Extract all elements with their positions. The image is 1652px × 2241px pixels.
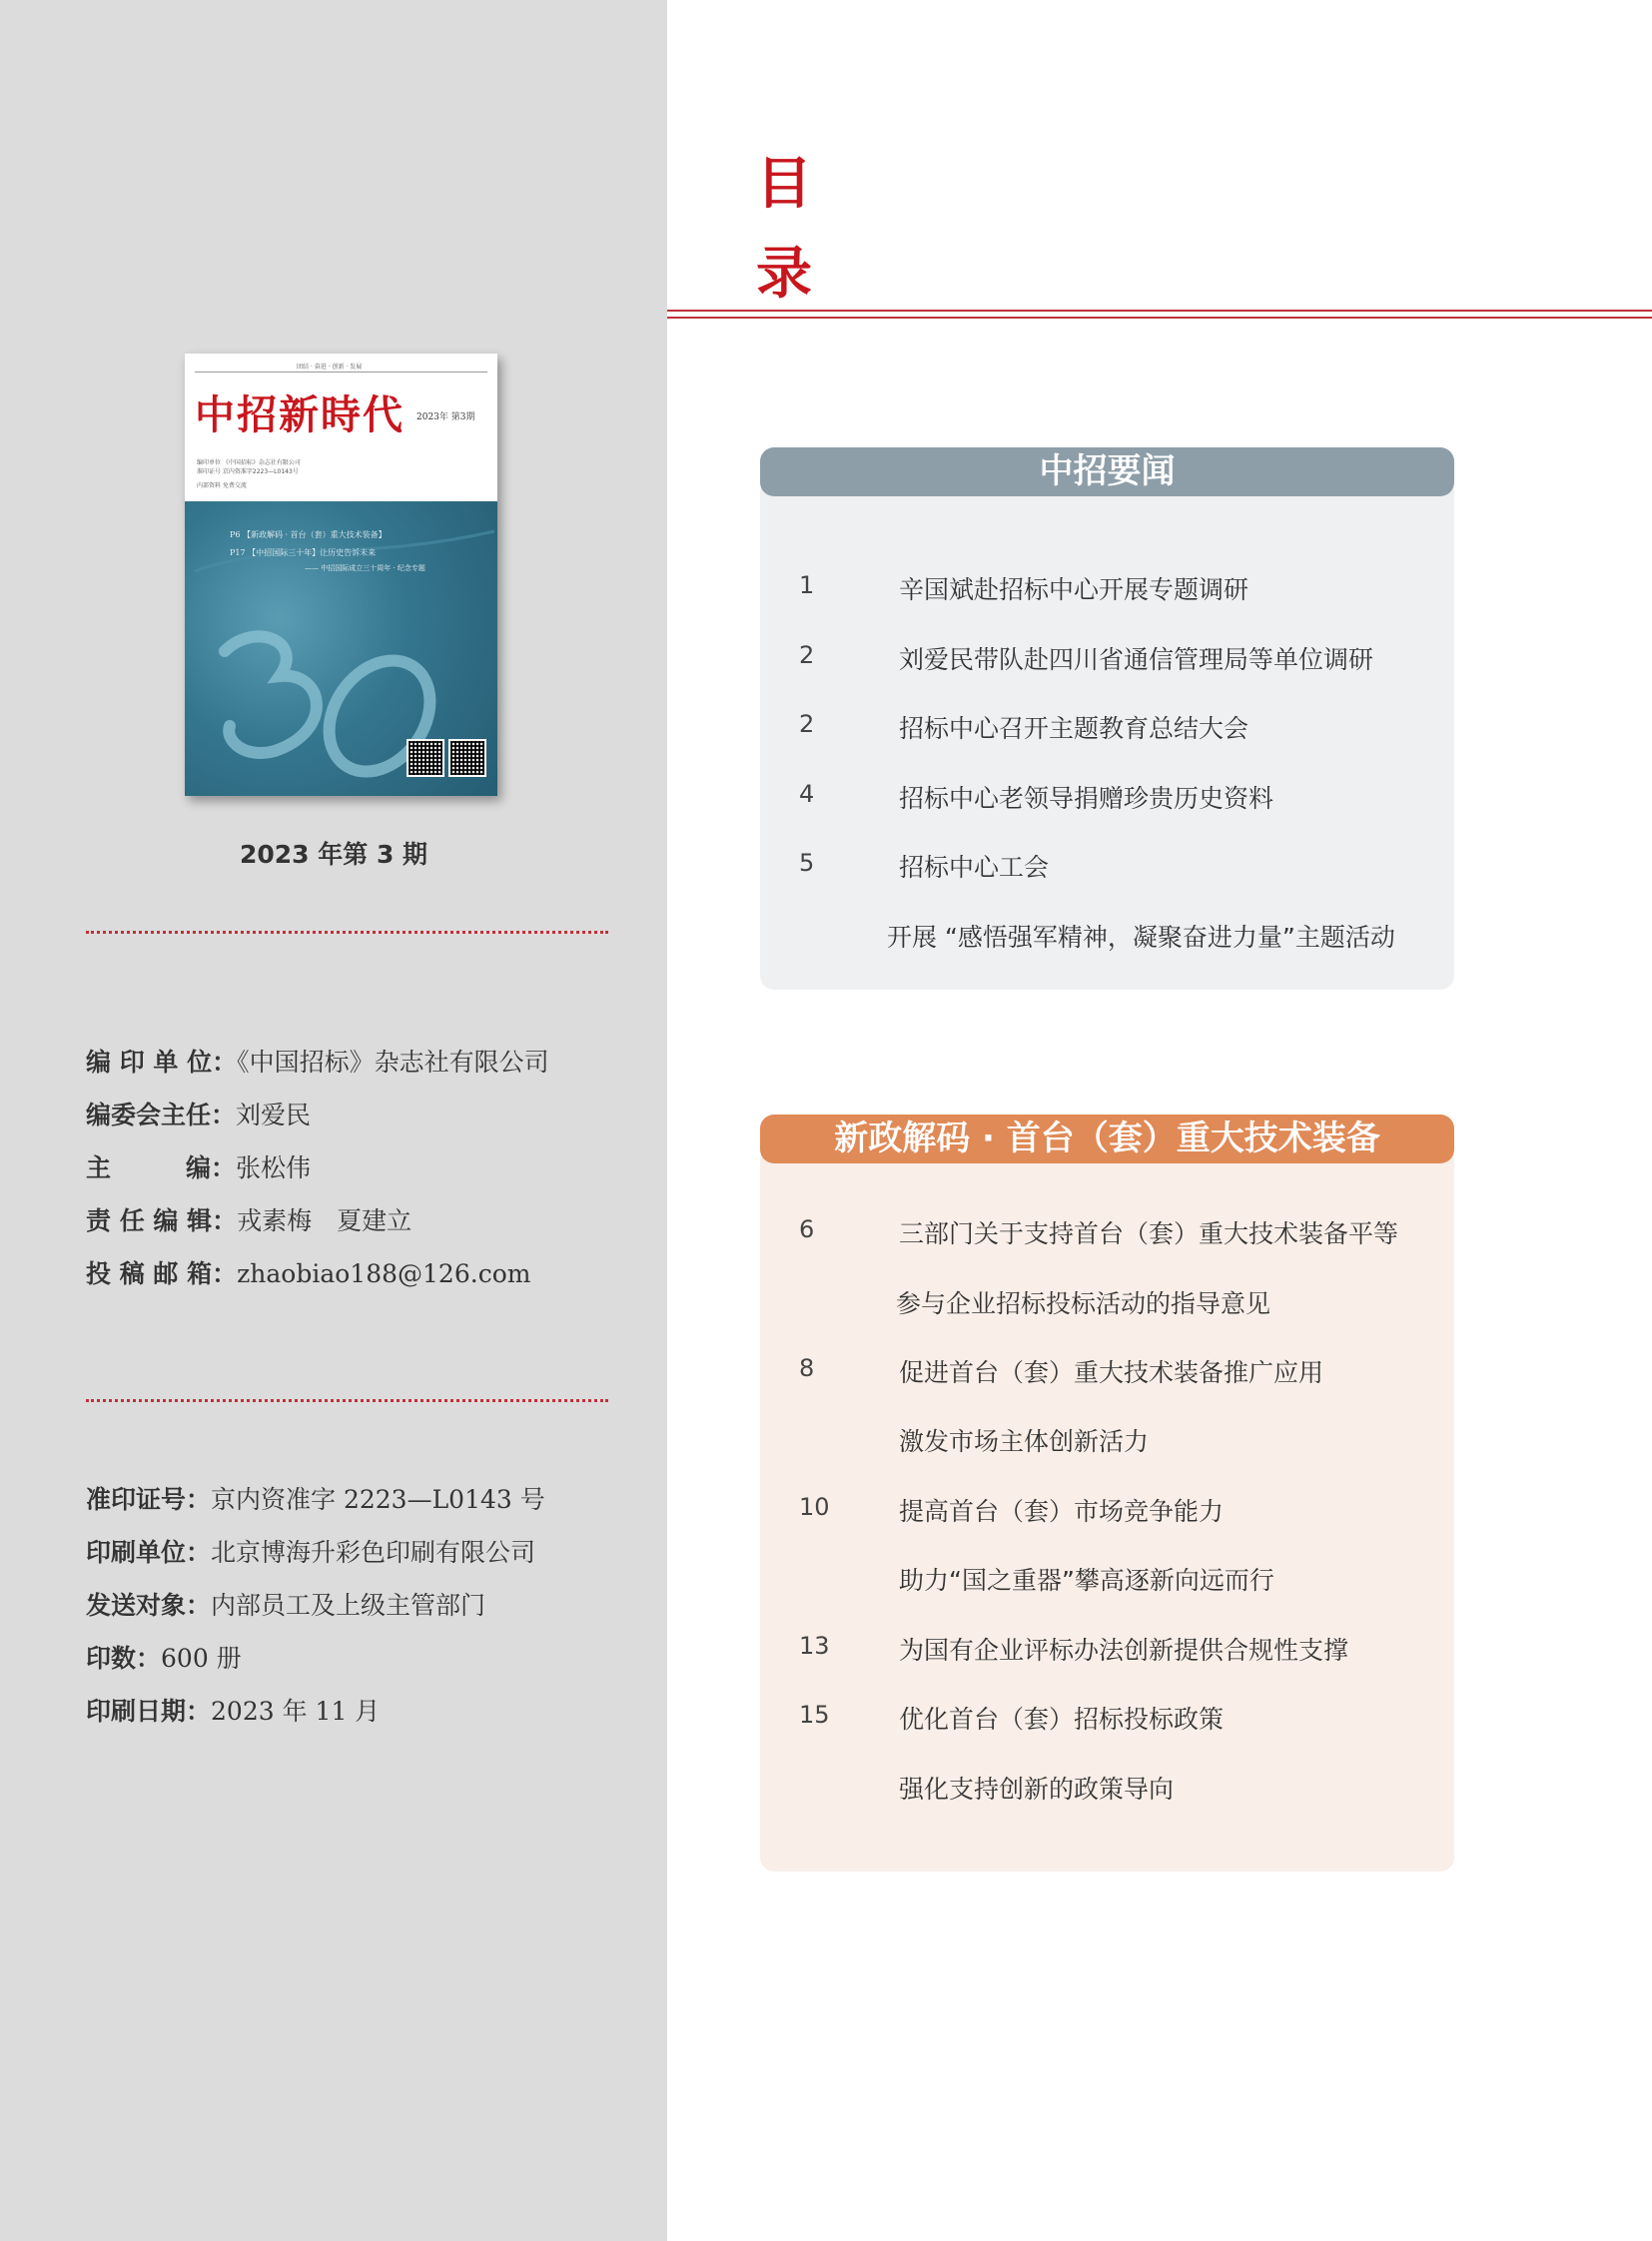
editorial-value: 刘爱民 (236, 1101, 312, 1129)
printing-label: 印数： (86, 1644, 162, 1673)
editorial-label: 编委会主任： (86, 1101, 237, 1129)
toc-page-number: 13 (799, 1632, 830, 1660)
cover-issue: 2023年 第3期 (416, 412, 475, 422)
printing-value: 京内资准字 2223—L0143 号 (211, 1485, 545, 1514)
toc-entry[interactable]: 刘爱民带队赴四川省通信管理局等单位调研 (899, 645, 1374, 674)
cover-tagline: 团结 · 奋进 · 创新 · 发展 (297, 364, 363, 371)
toc-entry[interactable]: 提高首台（套）市场竞争能力 (899, 1497, 1225, 1526)
editorial-row (86, 1096, 311, 1131)
page-title-char: 目 (756, 152, 812, 217)
page-title-char: 录 (756, 242, 812, 307)
editorial-label: 责 任 编 辑： (86, 1206, 238, 1235)
editorial-row (86, 1201, 412, 1237)
editorial-row (86, 1148, 311, 1184)
printing-row (86, 1480, 545, 1516)
printing-value: 600 册 (161, 1644, 242, 1673)
editorial-value: 《中国招标》杂志社有限公司 (237, 1048, 549, 1077)
toc-page-number: 15 (799, 1701, 830, 1729)
printing-value: 内部员工及上级主管部门 (211, 1591, 486, 1620)
qr-code-icon (448, 739, 486, 777)
toc-page-number: 5 (799, 849, 815, 877)
editorial-row (86, 1043, 549, 1079)
toc-entry[interactable]: 促进首台（套）重大技术装备推广应用 (899, 1358, 1324, 1387)
editorial-label: 投 稿 邮 箱： (86, 1259, 238, 1288)
toc-entry-continuation[interactable]: 激发市场主体创新活力 (899, 1427, 1150, 1456)
editorial-value: 张松伟 (236, 1153, 312, 1182)
toc-entry[interactable]: 优化首台（套）招标投标政策 (899, 1705, 1225, 1734)
printing-row (86, 1692, 380, 1728)
cover-header (185, 354, 497, 501)
title-rule (667, 310, 1652, 312)
cover-small-line: 编印单位 《中国招标》杂志社有限公司 (197, 459, 301, 466)
editorial-label: 编 印 单 位： (86, 1048, 238, 1077)
magazine-cover (185, 354, 497, 796)
cover-small-line: 内部资料 免费交流 (197, 482, 247, 489)
section-policy-header: 新政解码 · 首台（套）重大技术装备 (760, 1115, 1454, 1163)
printing-label: 发送对象： (86, 1591, 212, 1620)
cover-headline: P17 【中招国际三十年】让历史告诉未来 (230, 548, 377, 557)
printing-row (86, 1586, 485, 1622)
editorial-value: zhaobiao188@126.com (237, 1259, 531, 1288)
editorial-label: 主 编： (86, 1153, 237, 1182)
divider (86, 931, 608, 934)
toc-entry[interactable]: 招标中心老领导捐赠珍贵历史资料 (899, 784, 1274, 813)
toc-entry[interactable]: 招标中心工会 (899, 853, 1050, 882)
toc-page-number: 2 (799, 710, 815, 738)
cover-small-line: 准印证号 京内资准字2223—L0143号 (197, 468, 299, 475)
title-rule (667, 317, 1652, 319)
cover-headline: P6 【新政解码 · 首台（套）重大技术装备】 (230, 530, 387, 539)
toc-page-number: 1 (799, 571, 815, 599)
toc-page-number: 10 (799, 1493, 830, 1521)
printing-row (86, 1533, 535, 1569)
toc-entry[interactable]: 招标中心召开主题教育总结大会 (899, 714, 1249, 743)
issue-caption: 2023 年第 3 期 (239, 840, 428, 869)
toc-entry-continuation[interactable]: 开展 “感悟强军精神，凝聚奋进力量”主题活动 (887, 923, 1395, 952)
toc-page-number: 2 (799, 641, 815, 669)
cover-rule (195, 372, 487, 373)
printing-label: 准印证号： (86, 1485, 212, 1514)
toc-page-number: 8 (799, 1354, 815, 1382)
toc-entry-continuation[interactable]: 助力“国之重器”攀高逐新向远而行 (899, 1566, 1274, 1595)
toc-page-number: 6 (799, 1215, 815, 1243)
editorial-row (86, 1254, 530, 1290)
printing-value: 2023 年 11 月 (211, 1697, 381, 1726)
toc-entry[interactable]: 辛国斌赴招标中心开展专题调研 (899, 575, 1249, 604)
section-news-header: 中招要闻 (760, 447, 1454, 496)
cover-subheadline: —— 中招国际成立三十周年 · 纪念专题 (305, 564, 425, 572)
toc-entry-continuation[interactable]: 参与企业招标投标活动的指导意见 (896, 1289, 1271, 1318)
editorial-value: 戎素梅 夏建立 (237, 1206, 413, 1235)
printing-label: 印刷单位： (86, 1538, 212, 1567)
printing-label: 印刷日期： (86, 1697, 212, 1726)
toc-entry-continuation[interactable]: 强化支持创新的政策导向 (899, 1775, 1175, 1804)
toc-entry[interactable]: 为国有企业评标办法创新提供合规性支撑 (899, 1636, 1349, 1665)
divider (86, 1399, 608, 1402)
printing-value: 北京博海升彩色印刷有限公司 (211, 1538, 536, 1567)
cover-artwork (185, 501, 497, 796)
printing-row (86, 1639, 242, 1675)
qr-code-icon (407, 739, 444, 777)
toc-page-number: 4 (799, 780, 815, 808)
cover-title: 中招新時代 (195, 391, 405, 438)
toc-entry[interactable]: 三部门关于支持首台（套）重大技术装备平等 (899, 1219, 1399, 1248)
